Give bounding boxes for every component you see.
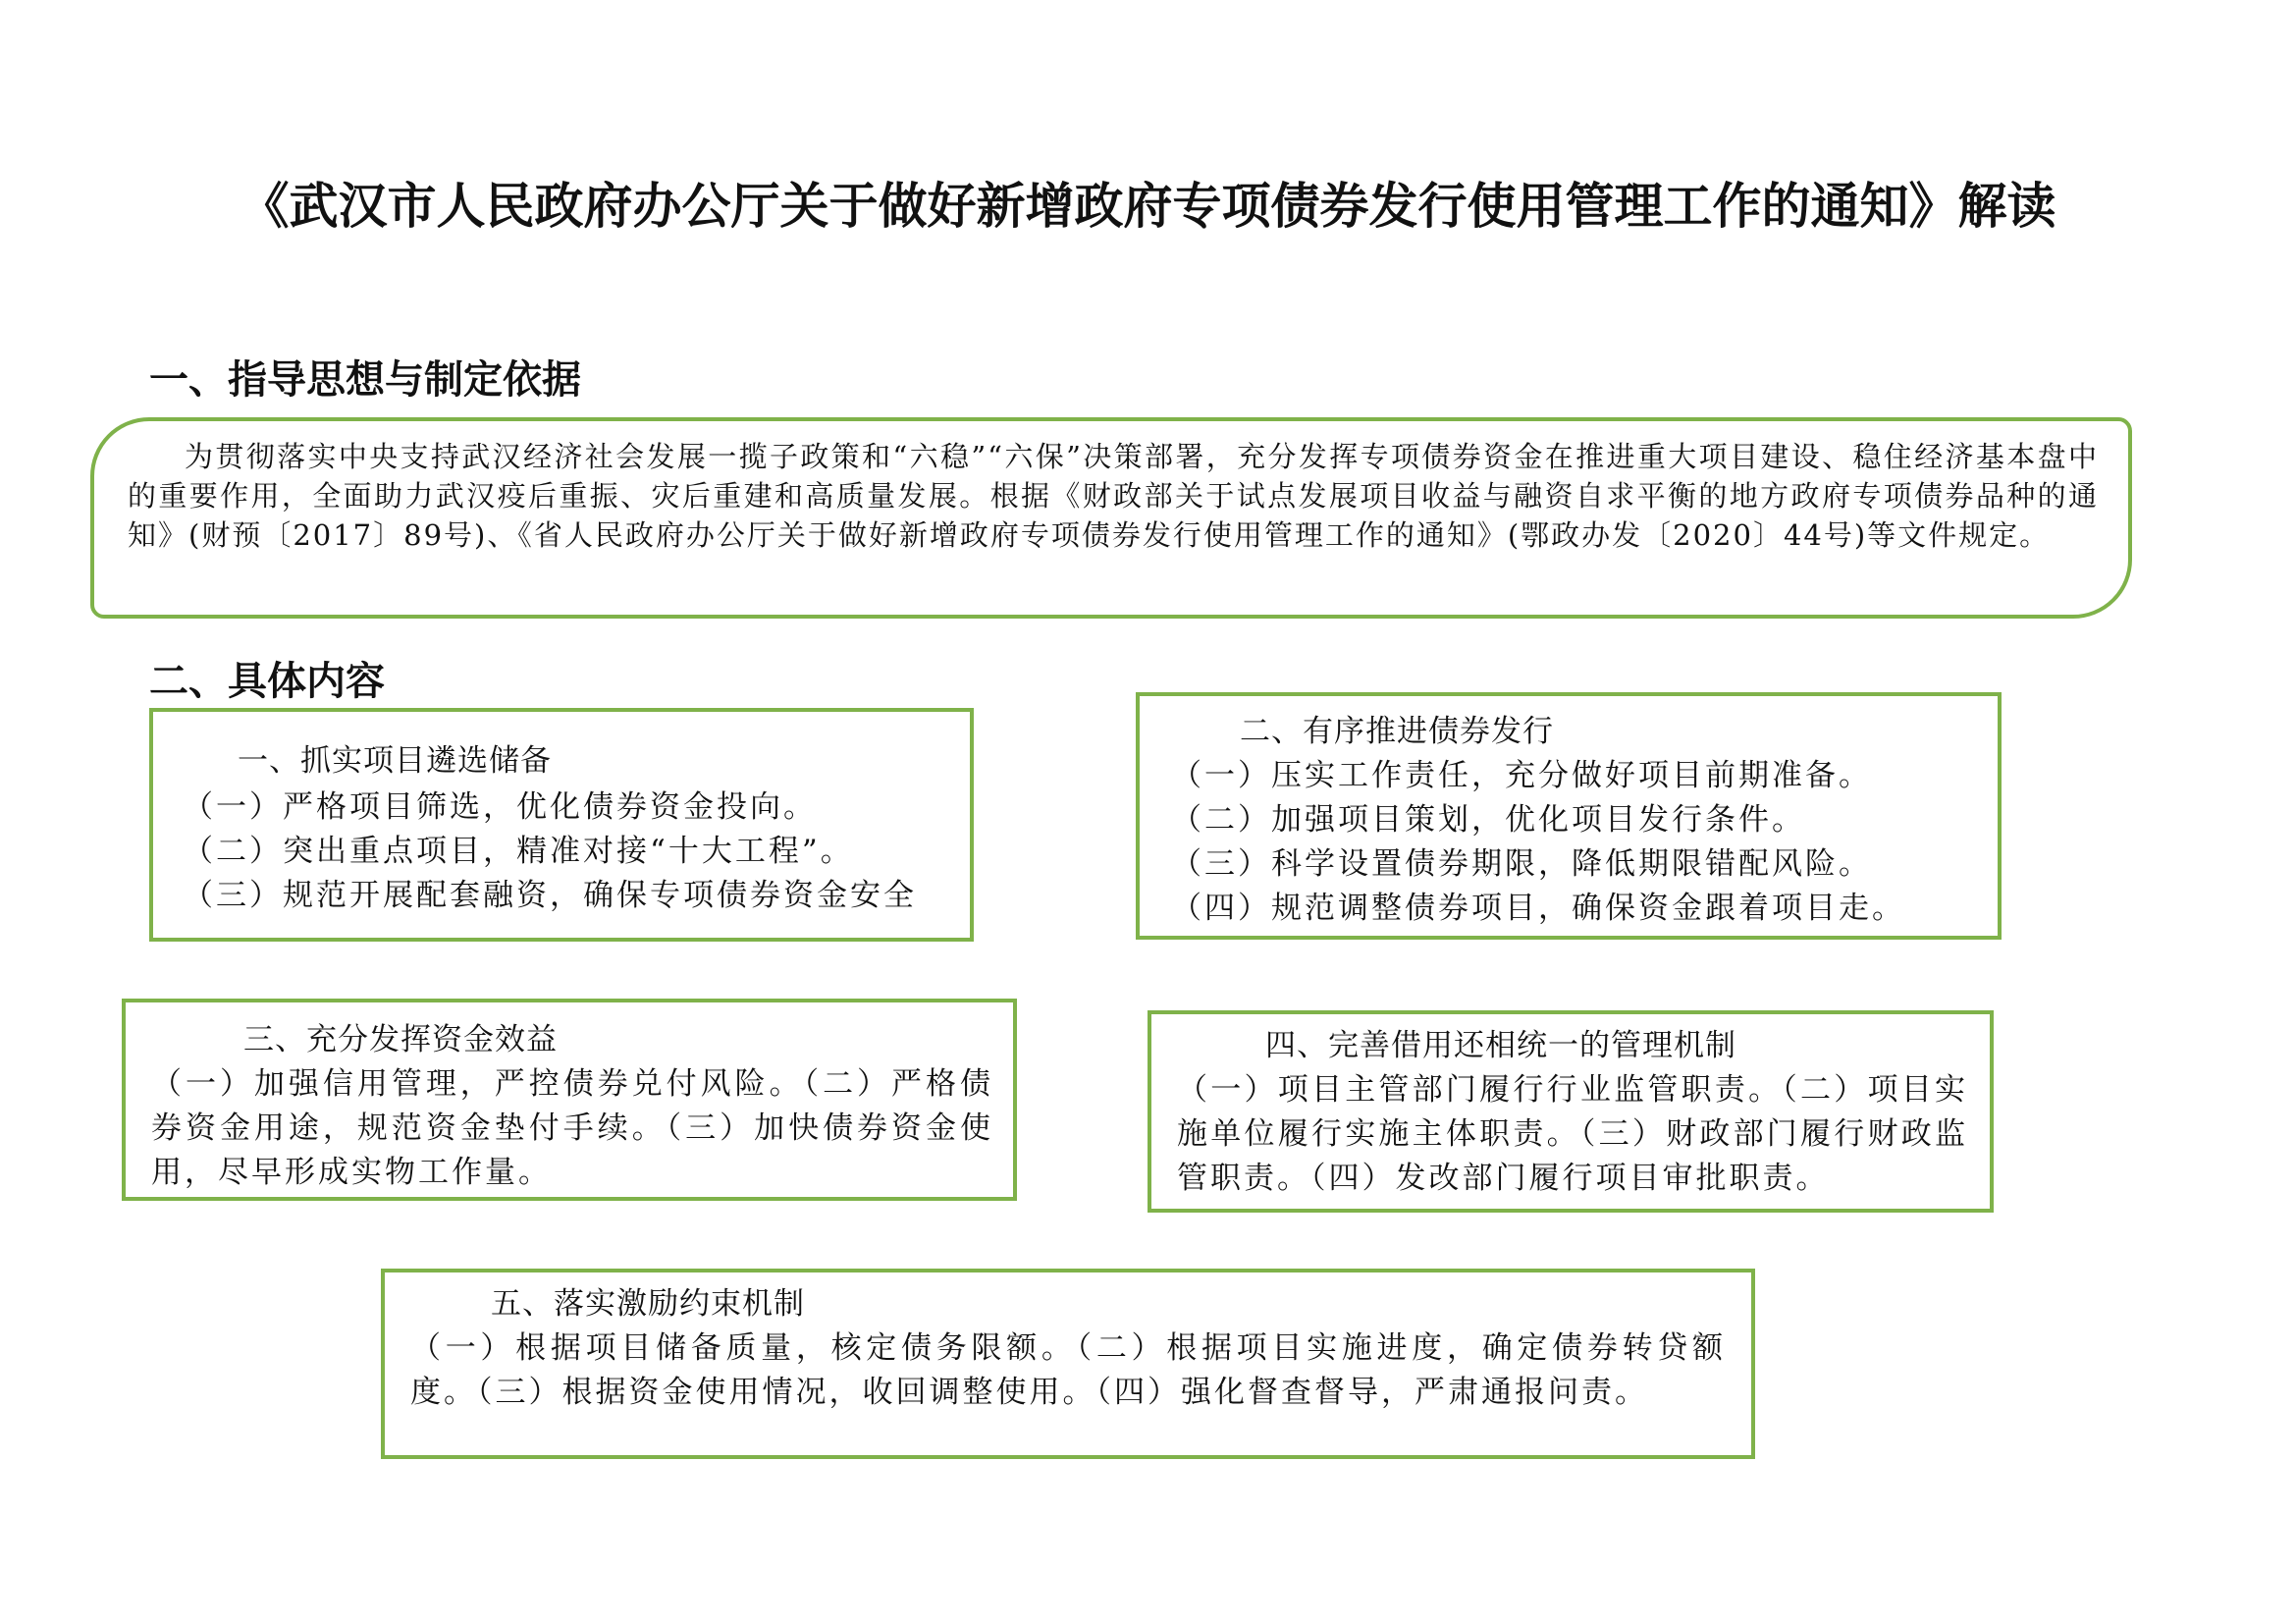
intro-paragraph: 为贯彻落实中央支持武汉经济社会发展一揽子政策和“六稳”“六保”决策部署，充分发挥专项债券资金在推进重大项目建设、稳住经济基本盘中的重要作用，全面助力武汉疫后重振、灾后重建和高质量发展。根据《财政部关于试点发展项目收益与融资自求平衡的地方政府专项债券品种的通知》(财预〔2017〕89号)、《省人民政府办公厅关于做好新增政府专项债券发行使用管理工作的通知》(鄂政办发〔2020〕44号)等文件规定。 bbox=[128, 440, 2099, 552]
box-title: 三、充分发挥资金效益 bbox=[243, 1022, 558, 1057]
box-paragraph: （一）项目主管部门履行行业监管职责。（二）项目实施单位履行实施主体职责。（三）财政部门履行财政监管职责。（四）发改部门履行项目审批职责。 bbox=[1177, 1072, 1968, 1196]
list-item: （二）突出重点项目，精准对接“十大工程”。 bbox=[183, 834, 854, 869]
content-box-bond-issuance bbox=[1136, 692, 2002, 940]
document-title: 《武汉市人民政府办公厅关于做好新增政府专项债券发行使用管理工作的通知》解读 bbox=[240, 178, 2056, 235]
intro-box bbox=[90, 417, 2132, 619]
box-title: 五、落实激励约束机制 bbox=[491, 1286, 805, 1322]
list-item: （二）加强项目策划，优化项目发行条件。 bbox=[1171, 802, 1805, 838]
box-paragraph: （一）根据项目储备质量，核定债务限额。（二）根据项目实施进度，确定债券转贷额度。（三）根据资金使用情况，收回调整使用。（四）强化督查督导，严肃通报问责。 bbox=[410, 1330, 1726, 1410]
section-heading-specific-content: 二、具体内容 bbox=[149, 659, 385, 704]
list-item: （一）压实工作责任，充分做好项目前期准备。 bbox=[1171, 758, 1872, 793]
box-title: 一、抓实项目遴选储备 bbox=[238, 743, 552, 779]
list-item: （三）科学设置债券期限，降低期限错配风险。 bbox=[1171, 846, 1872, 882]
content-box-incentive-mechanism bbox=[381, 1269, 1755, 1459]
content-box-project-selection bbox=[149, 708, 974, 942]
list-item: （一）严格项目筛选，优化债券资金投向。 bbox=[183, 789, 817, 825]
box-paragraph: （一）加强信用管理，严控债券兑付风险。（二）严格债券资金用途，规范资金垫付手续。（三）加快债券资金使用，尽早形成实物工作量。 bbox=[151, 1066, 993, 1190]
list-item: （三）规范开展配套融资，确保专项债券资金安全 bbox=[183, 878, 917, 913]
content-box-fund-efficiency bbox=[122, 999, 1017, 1201]
box-title: 二、有序推进债券发行 bbox=[1240, 714, 1554, 749]
box-title: 四、完善借用还相统一的管理机制 bbox=[1265, 1028, 1736, 1063]
content-box-management-mechanism bbox=[1148, 1010, 1994, 1213]
list-item: （四）规范调整债券项目，确保资金跟着项目走。 bbox=[1171, 891, 1905, 926]
section-heading-guiding-principles: 一、指导思想与制定依据 bbox=[149, 357, 581, 403]
